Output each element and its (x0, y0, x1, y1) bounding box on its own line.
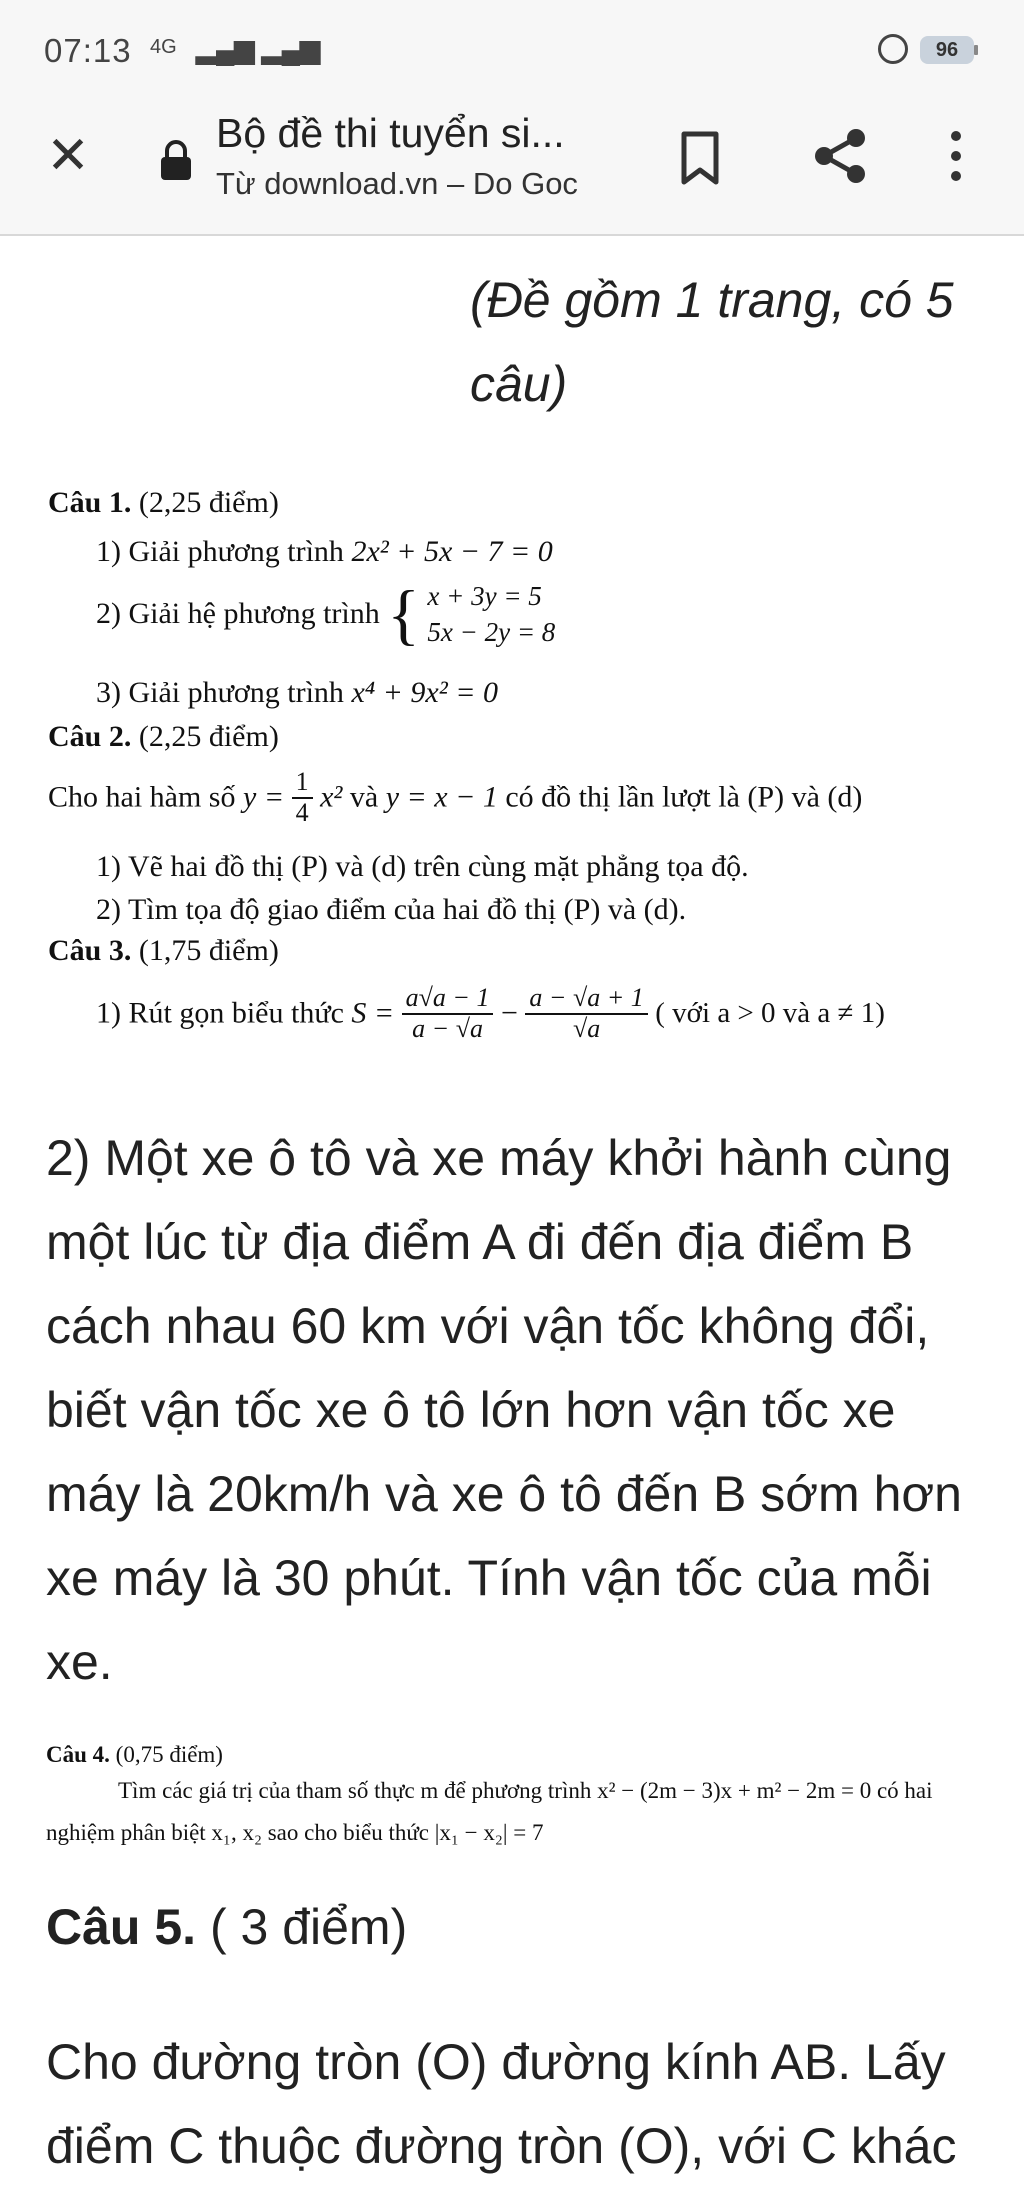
cau2-fraction (292, 768, 313, 827)
cau1-eq1: x + 3y = 5 (427, 581, 542, 611)
cau1-item3-text: 3) Giải phương trình (96, 676, 344, 709)
cau1-points: (2,25 điểm) (138, 486, 279, 519)
cau3-item2-paragraph: 2) Một xe ô tô và xe máy khởi hành cùng một lúc từ địa điểm A đi đến địa điểm B cách nhau 60 km với vận tốc không đổi, biết vận tốc xe ô tô lớn hơn vận tốc xe máy là 20km/h và xe ô tô đến B sớm hơn xe máy là 30 phút. Tính vận tốc của mỗi xe. (46, 1130, 962, 1690)
lock-icon (158, 138, 194, 182)
page-title[interactable]: Bộ đề thi tuyển si... (216, 110, 565, 156)
cau3-heading (48, 934, 279, 968)
cau3-item1 (96, 984, 885, 1043)
cau3-label: Câu 3. (48, 934, 132, 967)
cau1-item3 (96, 676, 498, 710)
cau1-item2-text: 2) Giải hệ phương trình (96, 597, 380, 630)
cau2-intro (48, 768, 862, 827)
share-icon[interactable] (806, 122, 874, 190)
cau2-frac-num: 1 (292, 768, 313, 799)
cau3-condition: ( với a > 0 và a ≠ 1) (655, 997, 885, 1030)
rotation-lock-icon (878, 34, 908, 64)
cau3-fraction1 (402, 984, 494, 1043)
status-time: 07:13 (44, 32, 132, 69)
cau5-text: Cho đường tròn (O) đường kính AB. Lấy điểm C thuộc đường tròn (O), với C khác (46, 2034, 957, 2174)
battery-indicator: 96 (920, 36, 974, 64)
cau4-line2: nghiệm phân biệt x₁, x₂ sao cho biểu thức |x₁ − x₂| = 7 (46, 1820, 544, 1845)
cau4-label: Câu 4. (46, 1742, 110, 1767)
cau3-fraction2 (525, 984, 647, 1043)
page-note: (Đề gồm 1 trang, có 5 câu) (470, 272, 954, 412)
network-type: 4G (150, 36, 177, 58)
cau3-f2-den: √a (572, 1013, 601, 1043)
cau3-f1-num: a√a − 1 (402, 984, 494, 1015)
cau4-points: (0,75 điểm) (115, 1742, 223, 1767)
cau2-item2: 2) Tìm tọa độ giao điểm của hai đồ thị (P) và (d). (96, 893, 687, 926)
close-button[interactable]: ✕ (46, 127, 90, 185)
cau3-item1-text: 1) Rút gọn biểu thức (96, 996, 344, 1030)
signal-icon: ▂▄▆ ▂▄▆ (196, 34, 321, 64)
cau2-va: và (349, 780, 379, 814)
cau4-line1: Tìm các giá trị của tham số thực m để phương trình x² − (2m − 3)x + m² − 2m = 0 có hai (118, 1778, 933, 1803)
brace-symbol: { (387, 576, 420, 652)
cau1-item3-math: x⁴ + 9x² = 0 (351, 676, 498, 709)
cau2-y-eq: y = (243, 780, 285, 814)
cau5-label: Câu 5. (46, 1899, 197, 1955)
cau1-system (427, 578, 555, 650)
cau1-label: Câu 1. (48, 486, 132, 519)
cau2-label: Câu 2. (48, 720, 132, 753)
cau3-s-eq: S = (351, 996, 395, 1030)
cau5-heading (46, 1898, 407, 1956)
cau2-frac-den: 4 (295, 797, 309, 827)
cau2-points: (2,25 điểm) (138, 720, 279, 753)
cau2-intro-a: Cho hai hàm số (48, 780, 236, 814)
battery-nub (974, 45, 978, 55)
cau2-line-eq: y = x − 1 (385, 780, 498, 814)
cau4-heading (46, 1742, 223, 1768)
cau2-intro-b: có đồ thị lần lượt là (P) và (d) (505, 780, 863, 814)
cau2-item1: 1) Vẽ hai đồ thị (P) và (d) trên cùng mặt phẳng tọa độ. (96, 850, 749, 883)
cau1-item1 (96, 535, 553, 569)
cau3-points: (1,75 điểm) (138, 934, 279, 967)
cau2-heading (48, 720, 279, 754)
cau1-item2 (96, 578, 555, 650)
bookmark-icon[interactable] (672, 128, 728, 188)
cau1-eq2: 5x − 2y = 8 (427, 617, 556, 647)
cau1-item1-math: 2x² + 5x − 7 = 0 (351, 535, 553, 568)
cau1-item1-text: 1) Giải phương trình (96, 535, 344, 568)
cau2-x2: x² (320, 780, 343, 814)
cau3-f2-num: a − √a + 1 (525, 984, 647, 1015)
cau1-heading (48, 486, 279, 520)
page-source[interactable]: Từ download.vn – Do Goc (216, 166, 578, 201)
cau3-f1-den: a − √a (412, 1013, 483, 1043)
cau3-minus: − (500, 996, 518, 1030)
more-options-icon[interactable] (936, 124, 976, 188)
cau5-points: ( 3 điểm) (209, 1899, 408, 1955)
